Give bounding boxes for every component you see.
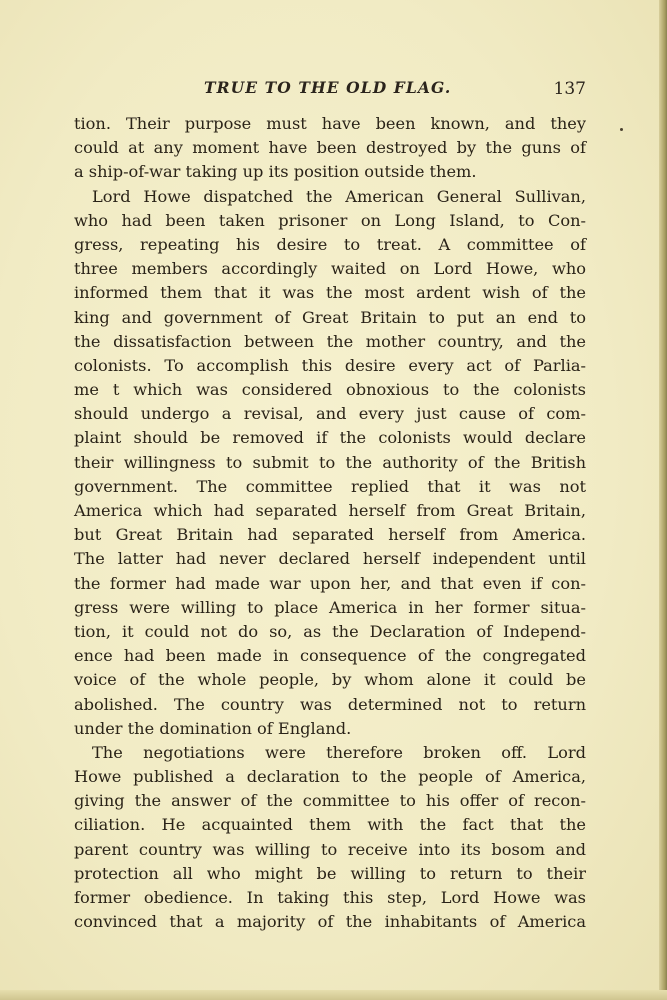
text-line: gress, repeating his desire to treat. A committee of [74,234,586,254]
text-line: abolished. The country was determined not to return [74,694,586,714]
text-line: voice of the whole people, by whom alone it could be [74,670,586,690]
page-edge-bottom [0,990,667,1000]
text-line: their willingness to submit to the authority of the British [74,452,586,472]
text-line: former obedience. In taking this step, Lord Howe was [74,888,586,907]
text-line: informed them that it was the most ardent wish of the [74,283,586,303]
text-line: a ship-of-war taking up its position outside them. [74,162,477,182]
page-edge-right [659,0,667,1000]
text-line: giving the answer of the committee to his offer of recon- [74,791,586,811]
text-line: Lord Howe dispatched the American General Sullivan, [92,186,586,206]
text-line: gress were willing to place America in her former situa- [74,597,586,617]
text-line: government. The committee replied that it was not [74,476,586,496]
text-line: but Great Britain had separated herself from America. [74,525,586,545]
text-line: me t which was considered obnoxious to the colonists [74,380,586,400]
text-line: America which had separated herself from Great Britain, [74,501,586,520]
text-line: tion, it could not do so, as the Declaration of Independ- [74,621,586,641]
text-line: who had been taken prisoner on Long Island, to Con- [74,210,586,230]
running-title: TRUE TO THE OLD FLAG. [204,78,452,97]
text-line: could at any moment have been destroyed by the guns of [74,138,586,158]
text-line: colonists. To accomplish this desire every act of Parlia- [74,355,586,375]
margin-speck [620,128,623,131]
text-line: the former had made war upon her, and that even if con- [74,573,586,593]
text-line: The latter had never declared herself independent until [74,549,586,569]
text-line: under the domination of England. [74,718,352,738]
text-line: protection all who might be willing to return to their [74,863,586,883]
running-head [74,78,586,102]
text-line: plaint should be removed if the colonists would declare [74,428,586,448]
text-line: The negotiations were therefore broken off. Lord [92,742,586,762]
body-text [74,112,586,934]
text-line: Howe published a declaration to the people of America, [74,767,586,787]
text-line: should undergo a revisal, and every just cause of com- [74,404,586,424]
text-line: ciliation. He acquainted them with the fact that the [74,815,586,835]
page-number: 137 [553,79,586,99]
text-line: parent country was willing to receive into its bosom and [74,839,586,859]
text-line: ence had been made in consequence of the congregated [74,646,586,666]
text-line: tion. Their purpose must have been known, and they [74,114,586,133]
text-line: king and government of Great Britain to put an end to [74,307,586,327]
text-line: the dissatisfaction between the mother country, and the [74,331,586,351]
text-line: three members accordingly waited on Lord Howe, who [74,259,586,279]
text-line: convinced that a majority of the inhabitants of America [74,912,586,932]
